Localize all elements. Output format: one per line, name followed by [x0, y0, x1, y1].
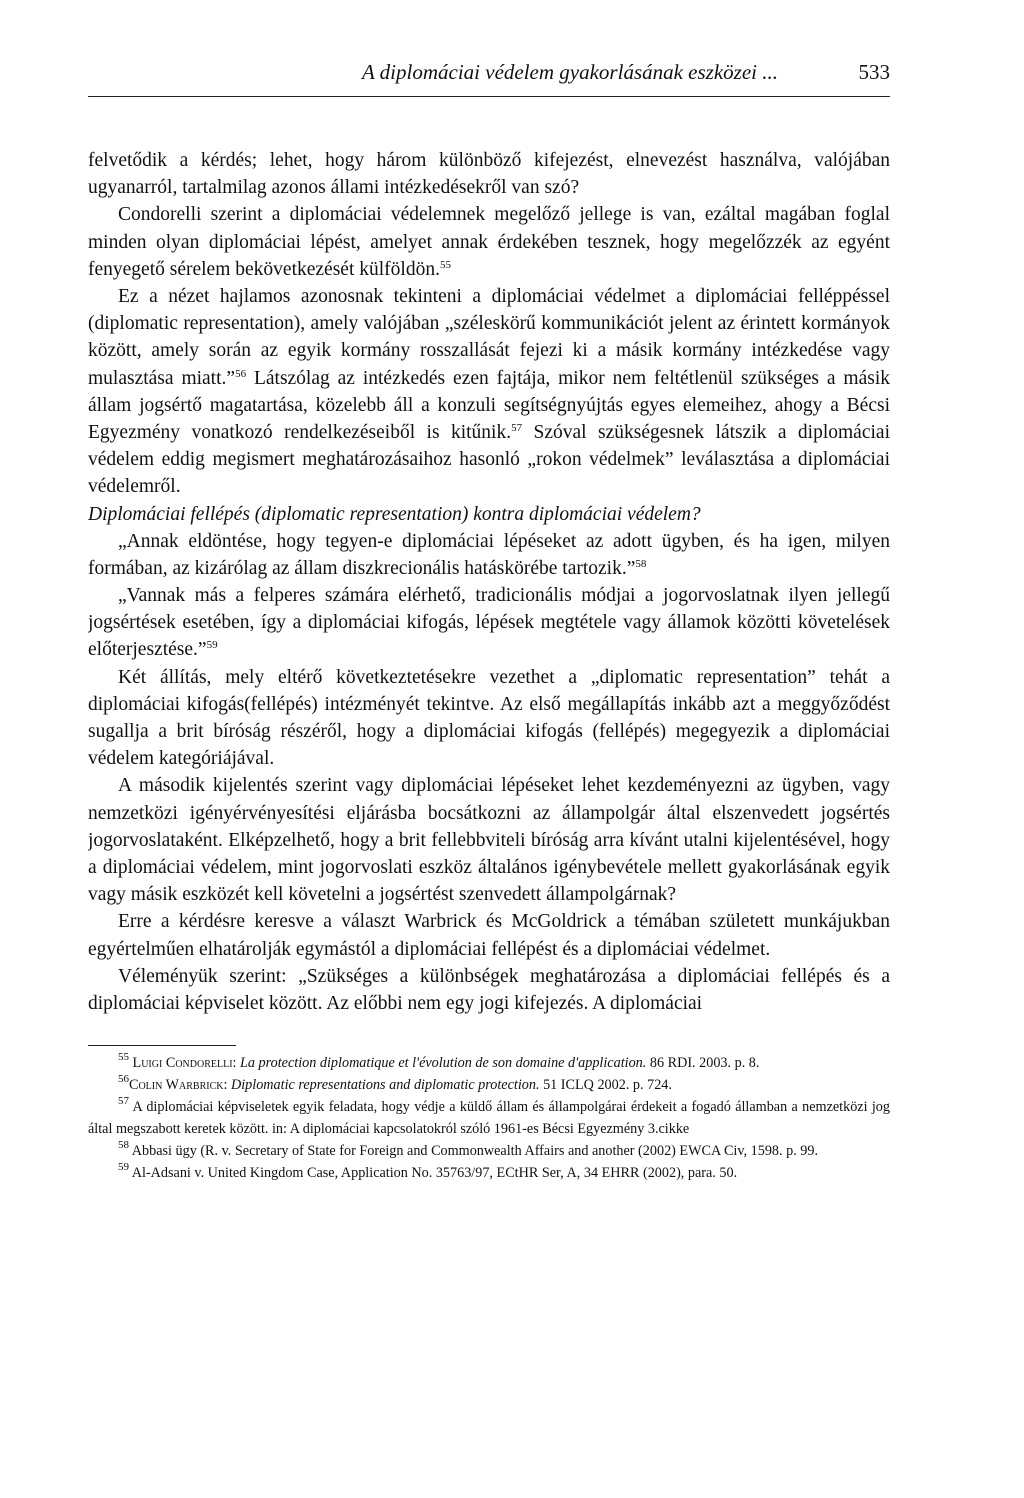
- footnote: $^{56}$Colin Warbrick: Diplomatic representations and diplomatic protection. 51 ICLQ 2002. p. 724.: [118, 1073, 672, 1094]
- footnote: $^{55}$ Luigi Condorelli: La protection diplomatique et l'évolution de son domaine d'application. 86 RDI. 2003. p. 8.: [118, 1051, 760, 1072]
- quotation: „Annak eldöntése, hogy tegyen-e diplomáciai lépéseket az adott ügyben, és ha igen, milyen formában, az kizárólag az állam diszkrecionális hatáskörébe tartozik.”$^{58}$: [88, 530, 890, 579]
- paragraph: A második kijelentés szerint vagy diplomáciai lépéseket lehet kezdeményezni az ügyben, vagy nemzetközi igényérvényesítési eljárásba bocsátkozni az állampolgár által elszenvedett jogsértés jogorvoslataként. Elképzelhető, hogy a brit fellebbviteli bíróság arra kívánt utalni kijelentésével, hogy a diplomáciai védelem, mint jogorvoslati eszköz általános igénybevétele mellett gyakorlásának egyik vagy másik eszközét kell követelni a jogsértést szenvedett állampolgárnak?: [88, 775, 890, 906]
- footnote: $^{58}$ Abbasi ügy (R. v. Secretary of State for Foreign and Commonwealth Affairs and another (2002) EWCA Civ, 1598. p. 99.: [118, 1139, 819, 1160]
- footnote: $^{59}$ Al-Adsani v. United Kingdom Case, Application No. 35763/97, ECtHR Ser, A, 34 EHRR (2002), para. 50.: [118, 1161, 738, 1182]
- paragraph: felvetődik a kérdés; lehet, hogy három különböző kifejezést, elnevezést használva, valójában ugyanarról, tartalmilag azonos állami intézkedésekről van szó?: [88, 150, 890, 199]
- footnote-number: 57: [118, 1095, 129, 1108]
- footnote-reference[interactable]: 59: [206, 639, 218, 652]
- main-text: [88, 147, 890, 1017]
- footnote-reference[interactable]: 58: [635, 557, 647, 570]
- section-heading: Diplomáciai fellépés (diplomatic representation) kontra diplomáciai védelem?: [88, 503, 701, 525]
- footnote: $^{57}$ A diplomáciai képviseletek egyik feladata, hogy védje a küldő állam és állampolgárai érdekeit a fogadó államban a nemzetközi jog által megszabott keretek között. in: A diplomáciai kapcsolatokról szóló 1961-es Bécsi Egyezmény 3.cikke: [88, 1095, 890, 1138]
- footnote-number: 56: [118, 1073, 129, 1086]
- footnote-reference[interactable]: 57: [511, 422, 523, 435]
- footnote-separator: [88, 1045, 236, 1046]
- paragraph: Erre a kérdésre keresve a választ Warbrick és McGoldrick a témában született munkájukban egyértelműen elhatárolják egymástól a diplomáciai fellépést és a diplomáciai védelmet.: [88, 911, 890, 960]
- footnote-reference[interactable]: 55: [439, 258, 451, 271]
- page-number: 533: [858, 60, 890, 84]
- running-title: A diplomáciai védelem gyakorlásának eszközei ...: [361, 60, 778, 84]
- footnote-number: 55: [118, 1051, 129, 1064]
- running-header: [88, 58, 890, 97]
- book-page: [88, 58, 890, 1478]
- footnote-reference[interactable]: 56: [235, 367, 247, 380]
- footnotes: [88, 1052, 890, 1184]
- quotation: „Vannak más a felperes számára elérhető, tradicionális módjai a jogorvoslatnak ilyen jellegű jogsértések esetében, így a diplomáciai kifogás, lépések megtétele vagy államok közötti követelések előterjesztése.”$^{59}$: [88, 585, 890, 661]
- footnote-number: 58: [118, 1139, 129, 1152]
- footnote-number: 59: [118, 1161, 129, 1174]
- paragraph: Két állítás, mely eltérő következtetésekre vezethet a „diplomatic representation” tehát a diplomáciai kifogás(fellépés) intézményét tekintve. Az első megállapítás inkább azt a meggyőződést sugallja a brit bíróság részéről, hogy a diplomáciai kifogás (fellépés) megegyezik a diplomáciai védelem kategóriájával.: [88, 666, 890, 770]
- paragraph: Condorelli szerint a diplomáciai védelemnek megelőző jellege is van, ezáltal magában foglal minden olyan diplomáciai lépést, amelyet annak érdekében tesznek, hogy megelőzzék az egyént fenyegető sérelem bekövetkezését külföldön.$^{55}$: [88, 204, 890, 280]
- paragraph: Ez a nézet hajlamos azonosnak tekinteni a diplomáciai védelmet a diplomáciai felléppéssel (diplomatic representation), amely valójában „széleskörű kommunikációt jelent az érintett kormányok között, amely során az egyik kormány rosszallását fejezi ki a másik kormány intézkedése vagy mulasztása miatt.”$^{56}$ Látszólag az intézkedés ezen fajtája, mikor nem feltétlenül szükséges a másik állam jogsértő magatartása, közelebb áll a konzuli segítségnyújtás egyes elemeihez, ahogy a Bécsi Egyezmény vonatkozó rendelkezéseiből is kitűnik.$^{57}$ Szóval szükségesnek látszik a diplomáciai védelem eddig megismert meghatározásaihoz hasonló „rokon védelmek” leválasztása a diplomáciai védelemről.: [88, 286, 890, 498]
- paragraph: Véleményük szerint: „Szükséges a különbségek meghatározása a diplomáciai fellépés és a diplomáciai képviselet között. Az előbbi nem egy jogi kifejezés. A diplomáciai: [88, 965, 890, 1015]
